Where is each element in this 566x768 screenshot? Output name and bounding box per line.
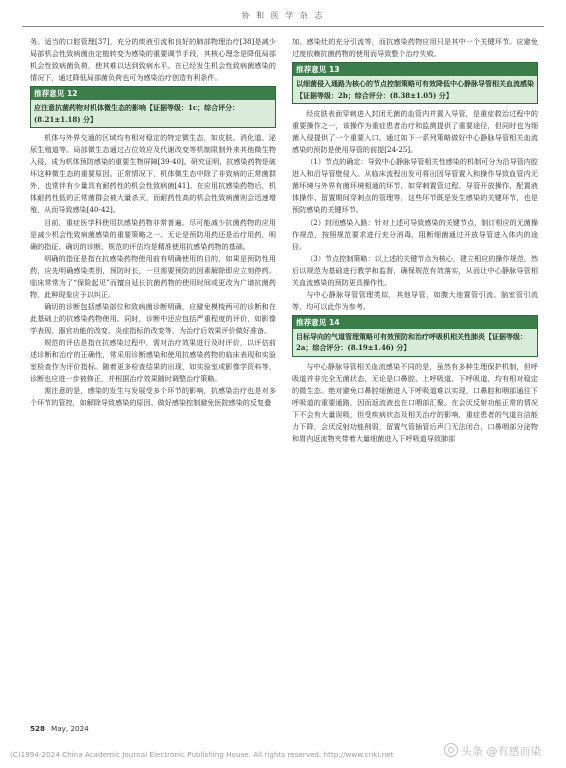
watermark <box>444 743 542 759</box>
body-paragraph: 确切的诊断包括感染部位和致病菌诊断明确，应避免模棱两可的诊断和在此基础上的抗感染药物使用。同时，诊断中还应包括严重程度的评价，如影像学表现、器官功能的改变、炎症指标的改变等，为治疗后效果评价做好准备。 <box>30 301 276 335</box>
body-paragraph: 目前，重症医学科使用抗感染药物非常普遍。尽可能减少抗菌药物的应用是减少机会性致病菌感染的重要策略之一。无论是预防用药还是治疗用药，明确的指征、确切的诊断、规范的评估均是精准使用抗感染药物的基础。 <box>30 217 276 251</box>
body-paragraph: 机体与外界交通的区域均有相对稳定的特定微生态，如皮肤、消化道、泌尿生殖道等。局部微生态通过占位效应及代谢改变等机制限制外来其他微生物入侵，成为机体预防感染的重要生物屏障[39-40]。研究证明，抗感染药物是破坏这种微生态的重要原因。正常情况下，机体微生态中除了非致病的正常菌群外，也常伴有少量具有耐药性的机会性致病菌[41]。在应用抗感染药物后，机体耐药性低的正常菌群会被大量杀灭，而耐药性高的机会性致病菌则会迅速增殖，从而导致感染[40-42]。 <box>30 133 276 215</box>
body-paragraph: 与中心静脉导管相关血流感染不同的是，虽然有多种生理保护机制，但呼吸道并非完全无菌状态，无论是口鼻腔、上呼吸道、下呼吸道，均有相对稳定的微生态。绝对避免口鼻腔细菌进入下呼吸道难以实现，口鼻腔和咽部通往下呼吸道的重要通路，因而返流液也在口咽部汇聚。在会厌反射功能正常的情况下不会有大量误吸，但受疾病状态及相关治疗的影响，重症患者的气道自洁能力下降，会厌反射功能削弱，留置气管插管后声门无法闭合，口鼻咽部分泌物和胃内返流物夹带着大量细菌进入下呼吸道导致肺部 <box>292 361 538 444</box>
right-column <box>292 36 538 445</box>
recommendation-title: 推荐意见 14 <box>293 316 537 329</box>
recommendation-box-13 <box>292 62 538 104</box>
body-paragraph: 明确的指征是指在抗感染药物使用前有明确使用的目的，如果是预防性用药，应先明确感染类别，预防时长，一旦需要预防的因素解除即应立刻停药。临床常常为了“保险起见”而擅自延长抗菌药物的使用时间或更改为广谱抗菌药物，此种现象应予以纠正。 <box>30 253 276 299</box>
journal-header-title: 协 和 医 学 杂 志 <box>241 11 325 20</box>
recommendation-statement: 目标导向的气道管理策略可有效预防和治疗呼吸机相关性肺炎【证据等级：2a；综合评分：(8.19±1.46) 分】 <box>293 329 537 356</box>
recommendation-box-14 <box>292 315 538 357</box>
body-paragraph: 需注意的是，感染的发生与发展受多个环节的影响，抗感染治疗也是对多个环节的管控，如解除导致感染的原因、做好感染控制避免医院感染的反复叠 <box>30 386 276 408</box>
header-divider <box>22 26 544 27</box>
body-paragraph: 务。适当的口腔管理[37]，充分的痰液引流和良好的肺部物理治疗[38]是减少局部机会性致病菌由定植转变为感染的重要调节手段，其核心理念是降低局部机会性致病菌负荷，使其难以达到致病水平。在已经发生机会性致病菌感染的情况下，通过降低局部菌负荷也可为感染治疗创造有利条件。 <box>30 37 276 83</box>
left-column <box>30 36 276 409</box>
recommendation-title: 推荐意见 13 <box>293 63 537 76</box>
body-paragraph: （2）封闭感染入路：针对上述可导致感染的关键节点，制订相应的无菌操作规范，按照规范要求进行充分消毒，阻断细菌通过开放导管进入体内的途径。 <box>292 217 538 251</box>
page-number: 528 <box>30 724 46 733</box>
issue-date: May, 2024 <box>51 724 89 733</box>
body-paragraph: 经皮肤表面穿刺进入封闭无菌的血管内并置入导管，是重症救治过程中的重要操作之一，该操作为重症患者治疗和监测提供了重要途径，但同时也为细菌入侵提供了一个重要入口。通过如下一系列策略做好中心静脉导管相关血流感染的预防是使用导管的前提[24-25]。 <box>292 109 538 155</box>
body-paragraph: （3）节点控制策略：以上述的关键节点为核心，建立相应的操作规范，然后以规范为基础进行教学和监督，确保规范有效落实，从而让中心静脉导管相关血流感染的预防更具操作性。 <box>292 253 538 287</box>
recommendation-box-12 <box>30 86 276 128</box>
watermark-text: 头条 @有感而染 <box>461 745 542 758</box>
body-paragraph: 与中心静脉导管管理类似，其他导管，如腹大池置管引流、脑室管引流等，均可以此作为参考。 <box>292 289 538 311</box>
body-paragraph: 规范的评估是指在抗感染过程中，需对治疗效果进行及时评价，以评估前述诊断和治疗的正确性，常采用诊断感染和使用抗感染药物的临床表现和实验室检查作为评价指标。随着更多检查结果的出现，如实验室或影像学资料等，诊断也应进一步被修正，并根据治疗效果随时调整治疗策略。 <box>30 337 276 384</box>
watermark-logo-icon <box>444 743 458 757</box>
recommendation-statement: 以细菌侵入通路为核心的节点控制策略可有效降低中心静脉导管相关血流感染【证据等级：2b；综合评分：(8.38±1.05) 分】 <box>293 76 537 103</box>
recommendation-statement: 应注意抗菌药物对机体微生态的影响【证据等级：1c；综合评分：(8.21±1.18) 分】 <box>31 100 275 127</box>
body-paragraph: （1）节点的确定：导致中心静脉导管相关性感染的机制可分为沿导管内腔进入和沿导管壁侵入。从临床流程出发可将出因导管置入和操作导致血管内无菌环境与外界有菌环境相通的环节，如穿刺置管过程、导管开放操作、配置液体操作、留置期间穿刺点的管理等，这些环节既是发生感染的关键环节，也是预防感染的关键环节。 <box>292 157 538 215</box>
page-footer <box>30 724 89 733</box>
recommendation-title: 推荐意见 12 <box>31 87 275 100</box>
copyright-notice: (C)1994-2024 China Academic Journal Electronic Publishing House. All rights reserved. http://www.cnki.net <box>10 750 394 759</box>
body-paragraph: 加、感染灶的充分引流等，而抗感染药物应用只是其中一个关键环节。应避免过度依赖抗菌药物的使用而导致整个治疗失败。 <box>292 37 538 59</box>
